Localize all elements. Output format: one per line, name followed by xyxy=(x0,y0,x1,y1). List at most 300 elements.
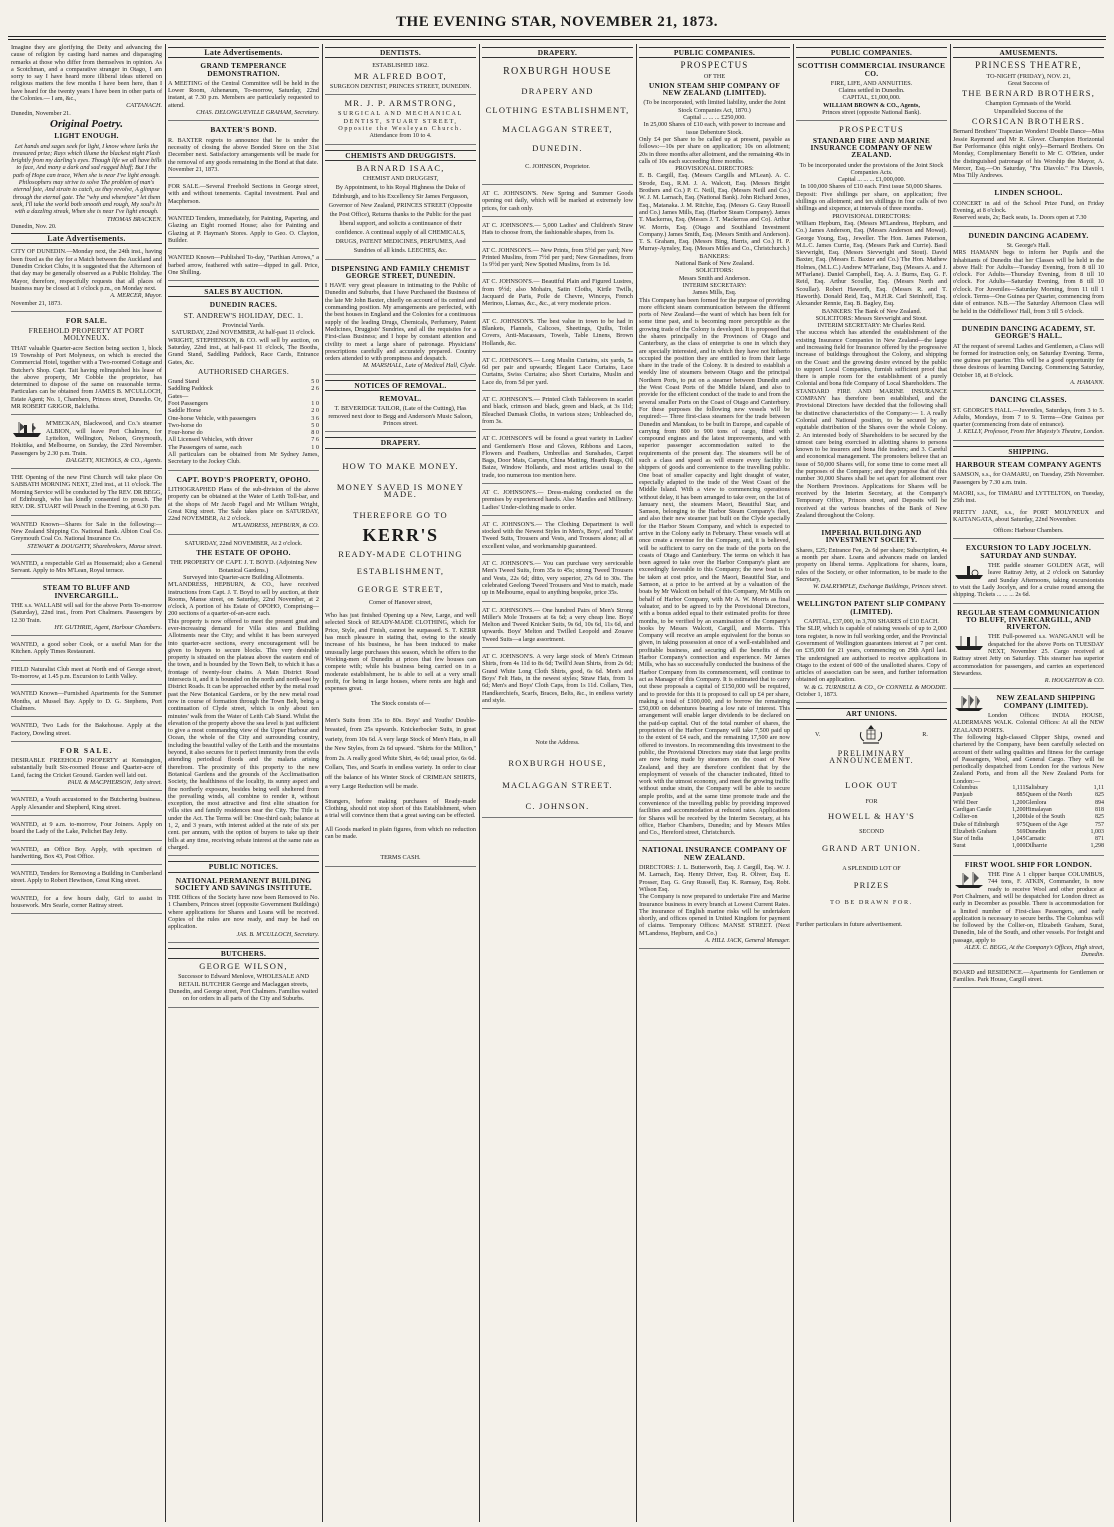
ad-line: ESTABLISHMENT, xyxy=(356,566,445,577)
ad-roxburgh-address xyxy=(482,739,633,818)
ad-heading: IMPERIAL BUILDING AND INVESTMENT SOCIETY. xyxy=(821,528,922,545)
charge-item: Two-horse do xyxy=(168,421,203,429)
ad-line: ROXBURGH HOUSE, xyxy=(508,758,607,769)
ad-standard-fire xyxy=(796,126,947,524)
ad-heading: STEAM TO BLUFF AND INVERCARGILL. xyxy=(42,583,131,600)
steamship-icon xyxy=(953,562,985,580)
ship-tons: 894 xyxy=(1094,799,1104,806)
ad-for-sale-kensington xyxy=(11,747,162,791)
ad-date: November 21, 1873. xyxy=(168,165,219,173)
ad-line: BANKERS: The Bank of New Zealand. xyxy=(821,307,922,315)
section-title-drapery: DRAPERY. xyxy=(482,47,633,58)
ad-body: ST. GEORGE'S HALL.—Juveniles, Saturdays, from 3 to 5. Adults, Mondays, from 7 to 9. Terms—One Guinea per quarter (commencing from date of entrance). xyxy=(953,406,1104,429)
ad-heading: ROXBURGH HOUSE xyxy=(503,66,612,78)
ad-line: FOR xyxy=(865,797,878,805)
ad-body: WANTED, an Office Boy. Apply, with specimen of handwriting, Box 43, Post Office. xyxy=(11,845,162,860)
fleet-row xyxy=(953,792,1104,799)
ad-apartments xyxy=(11,690,162,717)
charges-row xyxy=(168,378,319,385)
crest-letter-r: R. xyxy=(922,730,928,738)
ad-youth xyxy=(11,796,162,816)
ad-body: THE Opening of the new First Church will take place On SABBATH MORNING NEXT, 23rd inst., at 11 o'clock. The Morning Service will be conducted by The REV. DR BEGG, of Edinburgh, who has kindly consented to preach. The REV. DR. STUART will Preach in the Evening, at 6.30 p.m. xyxy=(11,474,162,511)
ad-joiners xyxy=(11,821,162,841)
ship-tons: 1,045 xyxy=(1011,836,1026,843)
ship-name: Star of India xyxy=(953,836,983,843)
ad-body: WANTED, a Youth accustomed to the Butchering business. Apply Alexander and Shepherd, King street. xyxy=(11,796,162,811)
ad-baxters-bond xyxy=(168,126,319,178)
ad-body: AT C. JOHNSON'S.— Dress-making conducted on the premises by experienced hands. Also Mantles and Millinery. Ladies' Under-clothing made to order. xyxy=(482,488,633,511)
steamship-icon xyxy=(11,420,43,438)
ad-line: READY-MADE CLOTHING xyxy=(338,548,463,559)
royal-crest xyxy=(796,724,947,746)
ad-body: Strangers, before making purchases of Ready-made Clothing, should not stop short of this Establishment, when a trial will convince them that a great saving can be effected. xyxy=(325,797,476,820)
ad-body: THE Offices of the Society have now been Removed to No. 1 Chambers, Princes street (opposite Government Buildings) where applications for Shares and Loans will be received. Copies of the rules are now ready, and may be had on application. xyxy=(168,894,319,931)
ad-line: PROVISIONAL DIRECTORS: xyxy=(832,212,911,220)
ad-body: WANTED Known—Furnished Apartments for the Summer Months, at Mussel Bay. Apply to D. G. Stephens, Port Chalmers. xyxy=(11,690,162,712)
charges-row xyxy=(168,385,319,392)
ad-directors: E. B. Cargill, Esq. (Messrs Cargills and M'Lean). A. C. Strode, Esq., R.M. J. A. Walcott, Esq. (Messrs Bright Brothers and Co.) P. C. Neill, Esq. (Messrs Neill and Co.) W. J. M. Larnach, Esq. (National Bank). John Richard Jones, Esq., Matanaka. J. M. Ritchie, Esq. (Messrs G. Gray Russell and Co.) James Mills, Esq. (Harbor Steam Company). James T. Mackerras, Esq. (Messrs J. T. Mackerras and Co). Arthur W. Morris, Esq. (Otago and Southland Investment Company.) James Smith, Esq. (Messrs Smith and Anderson). T. S. Graham, Esq. (Messrs Bing, Harris, and Co.) H. P. Murray-Aynsley, Esq. (Messrs Miles and Co., Christchurch.) xyxy=(639,172,791,253)
poem-title: LIGHT ENOUGH. xyxy=(54,131,119,141)
ad-subheading: To be incorporated under the provisions of the Joint Stock Companies Acts. xyxy=(799,161,944,176)
ad-howell-hay-art-union xyxy=(796,724,947,932)
section-title-late-ads: Late Advertisements. xyxy=(168,47,319,58)
ad-heading: HARBOUR STEAM COMPANY AGENTS xyxy=(955,460,1102,470)
ad-subheading: SURGEON DENTIST, PRINCES STREET, DUNEDIN. xyxy=(329,82,472,90)
ad-line: SECOND xyxy=(859,828,884,836)
ad-body: AT C. JOHNSON'S. The best value in town to be had in Blankets, Flannels, Calicoes, Sheetings, Quilts, Toilet Covers, Anti-Macassars, Towels, Table Linens, Brown Hollands, &c. xyxy=(482,317,633,347)
ad-regular-steam xyxy=(953,609,1104,690)
charge-amount: 8 0 xyxy=(311,429,319,437)
ad-line: MONEY SAVED IS MONEY MADE. xyxy=(336,481,465,500)
masthead: THE EVENING STAR, NOVEMBER 21, 1873. xyxy=(396,14,718,30)
charge-item: One-horse Vehicle, with passengers xyxy=(168,414,257,422)
ad-dancing-academy xyxy=(953,232,1104,320)
ad-body: The following high-classed Clipper Ships, owned and chartered by the Company, have been carefully selected on account of their sailing qualities and fitness for the carriage of Passengers, Wool, and General Cargo. They will be periodically despatched from London for the various New Zealand Ports, and from all the New Zealand Ports for London:— xyxy=(953,733,1104,785)
ad-heading: DUNEDIN RACES. xyxy=(209,300,278,310)
ad-body: AT C. JOHNSON'S.— Printed Cloth Tablecovers in scarlet and black, crimson and black, green and black, at 3s 11d; Bleached Damask Cloths, in various sizes; Unbleached do, from 3s. xyxy=(482,396,633,425)
charge-item: Grand Stand xyxy=(168,378,200,386)
ad-heading: MR ALFRED BOOT, xyxy=(354,70,447,81)
ad-field-naturalist xyxy=(11,666,162,686)
ad-steam-bluff xyxy=(11,584,162,636)
ad-heading: NATIONAL INSURANCE COMPANY OF NEW ZEALAND. xyxy=(641,845,788,862)
ad-line: INTERIM SECRETARY: xyxy=(682,281,747,289)
ad-line: The Stock consists of— xyxy=(370,700,431,708)
ad-sections-for-sale xyxy=(168,183,319,210)
ad-body-long: The success which has attended the establishment of the existing Insurance Companies in New Zealand—the large and increasing field for Insurance offered by the progressive increase of buildings throughout the Colony, and shipping on the Coast: and the growing desire evinced by the public to support Local Companies, furnish sufficient proof that there is ample room for the establishment of a purely Colonial and bona fide Company of Local Shareholders. The STANDARD FIRE AND MARINE INSURANCE COMPANY has therefore been established, and the Provisional Directors have decided that the following shall be distinctive characteristics of the Company:— 1. A really Colonial and National position, to be secured by an equitable distribution of the Shares over the whole Colony. 2. An interested body of Shareholders to be secured by the utmost care being exercised in allotting shares to persons known to be insurers and bona fide traders; and 3. Careful and economical management. The promoters believe that an issue of 50,000 Shares will, for some time to come meet all the purposes of the Company; and they purpose that of this number 30,000 Shares shall be set apart for allotment over the Northern Provinces. Applications for Shares will be received by the Interim Secretary, at the Company's Temporary Office, Princes street, and Deposits will be received at the various branches of the Bank of New Zealand throughout the Colony. xyxy=(796,329,947,519)
ad-boyds-property xyxy=(168,476,319,535)
ad-capital: Capital ... ... ... £250,000. xyxy=(683,114,746,122)
ad-line: Further particulars in future advertisement. xyxy=(796,920,903,928)
ad-subheading: FIRE, LIFE, AND ANNUITIES. xyxy=(830,79,913,87)
ad-subheading: SURGICAL AND MECHANICAL DENTIST, STUART STREET, Opposite the Wesleyan Church. xyxy=(338,110,463,133)
letter-signature: CATTANACH. xyxy=(126,102,162,110)
ad-line: SOLICITORS: xyxy=(695,267,734,275)
ad-line: C. JOHNSON. xyxy=(525,801,590,811)
ad-line: National Bank of New Zealand. xyxy=(675,260,754,268)
charges-heading: AUTHORISED CHARGES. xyxy=(197,366,290,376)
johnson-item xyxy=(482,222,633,242)
ad-body: WANTED Known—Published To-day, "Parthian Arrows," a barbed arrow, feathered with satire—dipped in gall. Price, One Shilling. xyxy=(168,254,319,276)
fleet-row xyxy=(953,836,1104,843)
ad-line: Corner of Hanover street, xyxy=(368,598,433,606)
ad-signature: CHAS. DELONGUEVILLE GRAHAM, Secretary. xyxy=(196,109,319,117)
ad-body: FIELD Naturalist Club meet at North end of George street, To-morrow, at 1.45 p.m. Excursion to Leith Valley. xyxy=(11,665,162,681)
ad-heading: PRELIMINARY ANNOUNCEMENT. xyxy=(829,748,914,765)
ship-name: Collier-on xyxy=(953,814,978,821)
ad-body: WANTED, for a few hours daily, Girl to assist in housework. Mrs Searle, corner Rattray street. xyxy=(11,894,162,910)
charges-row xyxy=(168,393,319,400)
steamship-icon xyxy=(953,633,985,651)
ad-body: CONCERT in aid of the School Prize Fund, on Friday Evening, at 8 o'clock. xyxy=(953,199,1104,215)
charge-item: Saddling Paddock xyxy=(168,385,213,393)
column-2 xyxy=(165,44,322,1522)
ad-estate-of-opoho xyxy=(168,540,319,856)
ad-body-long: This Company has been formed for the purpose of providing more efficient steam communication between the different ports of New Zealand—the want of which has been felt for some time past, and is becoming more perceptible as the growing trade of the Colony is developed. It is proposed that the shares principally in the Provinces of Otago and Canterbury, as the class of enterprise is one in which they are specially interested, and in which they have not hitherto occupied the position they are entitled to from their large share in the trade of the Colony. It is desired to establish a weekly line of steamers between Otago and the principal Northern Ports, to put on a steamer between Dunedin and the West Coast Ports of the Middle Island, and also to provide for the efficient conduct of the trade to and from the several smaller Ports on the Coast of Otago and Canterbury. For these purposes the following new vessels will be required:— Three first-class steamers for the trade between Dunedin and Manukau, to be built in Europe, and capable of carrying from 800 to 900 tons of cargo, fitted with compound engines and the latest improvements, and with superior passenger accommodation suited to the requirements of the present day. The steamers will be of such a class and speed as will ensure every facility to shippers of goods and convenience to the travelling public. One boat of smaller capacity and light draught of water, especially adapted to the trade of the West Coast of the Middle Island. With a view to commencing operations without delay, it has been arranged to take over, on the 1st of January next, the steamers Maori, Beautiful Star, and Samson, belonging to the Harbor Steam Company's fleet, and also their new steamer just built on the Clyde specially for the Harbor Steam Company, and which is expected to arrive in the Colony early in February. These vessels will at once create a revenue for the Company, and, it is believed, will be sufficient to carry on the trade of the ports on the coasts of Otago and Canterbury. The terms on which it has been agreed to take over the Harbor Company's plant are exceedingly favorable to this Company; the new boat is to be taken at cost price, and the Maori, Beautiful Star, and Samson, at a price to be arrived at by a valuation of the boats by Mr Walcott on behalf of this Company, Mr Mills on behalf of Harbor Company, with Mr A. W. Morris as final valuator, and to be agreed to by the Provisional Directors, with a bonus added equal to their estimated profits for three months, to be verified by an examination of the Company's books by Messrs Walcott, Cargill, and Morris. This Company will receive an ample equivalent for the bonus so given, in taking possession at once of a well-established and profitable business, and securing all the benefits of the Harbor Company's connection and experience. Mr James Mills, who has so successfully conducted the business of the Harbor Company from its commencement, will continue to act as Manager of this Company. It is estimated that to carry out these proposals a capital of £150,000 will be required, and to provide for this it is proposed to call up £4 per share, making a total of £100,000, and to borrow the remaining £50,000 on debentures bearing a low rate of interest. This arrangement will enable larger dividends to be declared on the paid-up capital. Out of the total number of shares, the proprietors of the Harbor Company will take 7,500 paid up to the extent of £4 each, and the remaining 17,500 are now offered to investors. In recommending this investment to the public, the Provisional Directors may state that large profits are now being made by steamers on the coast of New Zealand, and they are therefore confident that by the employment of vessels of the character indicated, fitted to work with the utmost economy, and meet the growing traffic without undue strain, the Company will be able to secure ample profits, and at the same time promote trade and the convenience of the travelling public by providing improved facilities and accommodation at reduced rates. Applications for Shares will be received by the Interim Secretary, at his office, Harbor Chambers, Dunedin; and by Messrs Miles and Co., Hereford street, Christchurch. xyxy=(639,296,790,837)
ad-signature: M'LANDRESS, HEPBURN, & CO. xyxy=(232,522,319,530)
charge-amount: 3 6 xyxy=(311,414,319,422)
charges-row xyxy=(168,415,319,422)
ad-heading: REGULAR STEAM COMMUNICATION TO BLUFF, INVERCARGILL, AND RIVERTON. xyxy=(957,607,1100,632)
ad-body: All Goods marked in plain figures, from which no reduction can be made. xyxy=(325,825,476,840)
ad-directors: William Hepburn, Esq. (Messrs M'Landress, Hepburn, and Co.) James Anderson, Esq. (Messrs Anderson and Mowat). George Young, Esq., Jeweller. The Hon. James Paterson, M.L.C. James Currie, Esq. (Messrs Park and Currie). Basil Sievwright, Esq. (Messrs Sievwright and Stout). David Baxter, Esq. (Messrs E. Baxter and Co.) The Hon. Mathew Holmes, (M.L.C.) Andrew M'Farlane, Esq. (Messrs A. and J. M'Farlane). Daniel Campbell, Esq. A. J. Burns, Esq. G. F. Reid, Esq. Arthur Scoullar, Esq. (Messrs North and Scoullar). Robert Haworth, Esq. (Messrs R. and T. Haworth). Donald Reid, Esq., M.H.R. Carl Steinhoff, Esq. Alexander Rennie, Esq. B. Bagley, Esq. xyxy=(796,219,947,308)
ad-heading: BAXTER'S BOND. xyxy=(210,125,277,135)
johnson-item xyxy=(482,278,633,312)
ad-two-lads xyxy=(11,722,162,742)
ad-body: A MEETING of the Central Committee will be held in the Lower Room, Athenæum, To-morrow, Saturday, 22nd instant, at 7.30 p.m. Members are particularly requested to attend. xyxy=(168,79,319,109)
ad-subheading: St. George's Hall. xyxy=(1006,241,1051,249)
ad-subheading: ST. ANDREW'S HOLIDAY, DEC. 1. xyxy=(183,310,304,320)
ad-line: HOW TO MAKE MONEY. xyxy=(342,460,459,471)
charges-table xyxy=(168,378,319,451)
ad-signature: STEWART & DOUGHTY, Sharebrokers, Manse street. xyxy=(27,542,162,550)
section-title-public-notices: PUBLIC NOTICES. xyxy=(168,861,319,872)
fleet-table xyxy=(953,785,1104,851)
johnson-item xyxy=(482,489,633,516)
charge-item: The Passengers of same, each xyxy=(168,443,242,451)
ad-signature: W. DALRYMPLE, Exchange Buildings, Princes street. xyxy=(813,583,947,591)
ad-heading: FIRST WOOL SHIP FOR LONDON. xyxy=(964,859,1093,869)
ad-body: SAMSON, s.s., for OAMARU, on Tuesday, 25th November. Passengers by 7.30 a.m. train. xyxy=(953,471,1104,486)
poem-body: Let hands and sages seek for light, I know where lurks the treasured prize; Rays which illume the blackest night Flash brightly from my darling's eyes. Though life we all have bills to face, And many a dark and sad rugged bluff; But I the path of Hope can trace, When she is near I've light enough. Philosophers may strive to solve The problem of man's eternal fate, And strain to catch, as they revolve, A glimpse through the eternal gate. The "why and wherefore" let them seek, I'll take the world both smooth and rough, My soul's lit with a dazzling streak, When she is near I've light enough. xyxy=(11,142,162,216)
ship-name: Dunedin xyxy=(1025,828,1047,835)
charge-amount: 5 0 xyxy=(311,421,319,429)
ad-body: AT C. JOHNSON'S.— The Clothing Department is well stocked with the Newest Styles in Men's, Boys', and Youths' Tweed Suits, Trousers and Vests, and Trousers alone; all at excellent value, and workmanship guaranteed. xyxy=(482,520,633,550)
ad-signature: W. & G. TURNBULL & CO., Or CONNELL & MOODIE. xyxy=(803,683,947,691)
ad-line: CAPITAL, £1,000,000. xyxy=(842,94,901,102)
ad-body: Bernard Brothers' Trapezian Wonders! Double Dance—Miss Jessie Raymond and Mr R. Glover. Champion Horizontal Bar Performance (this night only)—Bernard Brothers. On Monday, Complimentary Benefit to Mr C. O'Brien, under the distinguished patronage of his Worship the Mayor, A. Mercer, Esq.—On Saturday, "Fra Diavolo." Fra Diavolo, Miss Tilly Andrews. xyxy=(953,128,1104,180)
ad-note: All particulars can be obtained from Mr Sydney James, Secretary to the Jockey Club. xyxy=(168,451,319,466)
ad-note: Surveyed into Quarter-acre Building Allotments. xyxy=(183,573,304,581)
ship-name: Wild Deer xyxy=(953,799,978,806)
ad-body: WANTED, Two Lads for the Bakehouse. Apply at the Factory, Dowling street. xyxy=(11,722,162,737)
ad-signature: J. KELLY, Professor, From Her Majesty's Theatre, London. xyxy=(957,428,1104,436)
ad-heading: GRAND TEMPERANCE DEMONSTRATION. xyxy=(200,61,287,78)
ad-body: AT C. JOHNSON'S.— Beautiful Plain and Figured Lustres, from 9½d; also Mohairs, Satin Cloths, Kirtle Twills, Jacquard de Paris, Poile de Chevre, Winceys, French Merinos, Llamas, &c., &c., at very moderate prices. xyxy=(482,278,633,308)
ad-line: BANKERS: xyxy=(699,252,730,260)
ship-name: Elizabeth Graham xyxy=(953,828,997,835)
ad-heading: CAPT. BOYD'S PROPERTY, OPOHO. xyxy=(176,474,311,484)
ad-heading: DISPENSING AND FAMILY CHEMIST GEORGE STREET, DUNEDIN. xyxy=(331,263,470,280)
royal-arms-icon xyxy=(858,724,884,746)
fleet-row xyxy=(953,822,1104,829)
ad-line: Claims settled in Dunedin. xyxy=(838,87,905,95)
ad-prospectus: PROSPECTUS xyxy=(839,124,904,135)
ad-body: WANTED, a good sober Cook, or a useful Man for the Kitchen. Apply Times Restaurant. xyxy=(11,641,162,656)
ship-tons: 1,11 xyxy=(1093,785,1104,792)
ad-shares-for-sale xyxy=(11,521,162,555)
ship-tons: 569 xyxy=(1016,828,1026,835)
ad-city-dunedin xyxy=(11,248,162,311)
charge-item: Foot Passengers xyxy=(168,399,209,407)
ad-signature: A. MERCER, Mayor. xyxy=(110,292,162,300)
ship-name: Queen of the Age xyxy=(1025,821,1068,828)
charge-amount: 2 6 xyxy=(311,385,319,393)
ship-tons: 818 xyxy=(1094,806,1104,813)
ad-national-insurance xyxy=(639,846,790,949)
ad-wanted-cook xyxy=(11,641,162,661)
ad-line: Great Success of xyxy=(1007,79,1050,87)
section-title-drapery: DRAPERY. xyxy=(325,437,476,448)
ad-line: PROVISIONAL DIRECTORS: xyxy=(675,165,754,173)
ad-heading: NEW ZEALAND SHIPPING COMPANY (LIMITED). xyxy=(996,693,1096,710)
ad-line: Offices: Harbour Chambers. xyxy=(993,527,1064,535)
ad-body: MRS HAMANN begs to inform her Pupils and the Inhabitants of Dunedin that her Classes will be held in the above Hall: For Adults—Tuesday Evening, from 8 till 10 o'clock. For Adults—Thursday Evening, from 8 till 10 o'clock. For Adults—Saturday Evening, from 8 till 10 o'clock. For Juveniles—Saturday Morning, from 11 till 1 o'clock. Terms—One Guinea per Quarter, commencing from date of entrance. N.B.—The Saturday Afternoon Class will be held in the Oddfellows' Hall, from 3 till 5 o'clock. xyxy=(953,249,1104,315)
poem-signature: THOMAS BRACKEN. xyxy=(107,215,162,223)
section-title-auction: SALES BY AUCTION. xyxy=(168,286,319,297)
ad-heading: FOR SALE. xyxy=(65,315,108,325)
ad-line: C. JOHNSON, Proprietor. xyxy=(525,162,590,170)
charge-amount: 5 0 xyxy=(311,378,319,386)
section-title-poetry: Original Poetry. xyxy=(50,117,123,130)
charge-amount: 1 0 xyxy=(311,399,319,407)
fleet-row xyxy=(953,843,1104,850)
ad-dancing-academy-2 xyxy=(953,325,1104,391)
ad-parthian-arrows xyxy=(168,254,319,281)
ad-signature: PAUL & MACPHERSON, Jetty street. xyxy=(67,779,162,787)
ad-excursion xyxy=(953,544,1104,603)
ad-body: WANTED, at 9 a.m. to-morrow, Four Joiners. Apply on board the Lady of the Lake, Pelichet Bay Jetty. xyxy=(11,820,162,836)
ship-name: Queen of the North xyxy=(1025,792,1072,799)
ad-heading: KERR'S xyxy=(362,524,439,545)
ad-harbour-steam xyxy=(953,461,1104,539)
charges-row xyxy=(168,429,319,436)
ad-heading: STANDARD FIRE AND MARINE INSURANCE COMPANY OF NEW ZEALAND. xyxy=(810,135,933,160)
charge-item: All Licensed Vehicles, with driver xyxy=(168,436,253,444)
charge-item: Saddle Horse xyxy=(168,407,202,415)
column-5 xyxy=(636,44,793,1522)
ad-first-church xyxy=(11,474,162,515)
ad-signature: JAS. B. M'CULLOCH, Secretary. xyxy=(236,930,319,938)
ship-tons: 825 xyxy=(1094,792,1104,799)
ad-heading: WELLINGTON PATENT SLIP COMPANY (LIMITED). xyxy=(796,599,947,616)
ad-body: WANTED Tenders, immediately, for Painting, Papering, and Glazing an Eight roomed House; also for Painting and Glazing at P. Hayman's Stores. Apply to Geo. O. Clayton, Builder. xyxy=(168,215,319,244)
ad-roxburgh-house xyxy=(482,68,633,185)
johnson-items-list xyxy=(482,190,633,709)
ad-body: LITHOGRAPHED Plans of the sub-division of the above property can be obtained at the Water of Leith Toll-bar, and at the shops of Mr Jacob Fagel and Mr William Wright, Great King street. The Sale takes place on SATURDAY, 22nd NOVEMBER, At 2 o'clock. xyxy=(168,485,319,523)
ad-heading: SCOTTISH COMMERCIAL INSURANCE CO. xyxy=(797,61,946,78)
johnson-item xyxy=(482,318,633,352)
section-title-butchers: BUTCHERS. xyxy=(168,948,319,959)
johnson-item xyxy=(482,190,633,217)
ad-heading: FOR SALE. xyxy=(59,745,113,755)
ad-body: AT C. JOHNSON'S.— Long Muslin Curtains, six yards, 5s 6d per pair and upwards; Elegant Lace Curtains, Lace Curtains, Swiss Curtains; also Short Curtains, Muslin and Lace do, from 5d per yard. xyxy=(482,356,633,386)
ad-line: OF THE xyxy=(703,72,726,80)
ad-barnard-isaac xyxy=(325,162,476,260)
ad-wellington-slip xyxy=(796,600,947,703)
ad-body: R. BAXTER regrets to announce that he is under the necessity of closing the above Bonded Store on the 31st December next. Satisfactory arrangements will be made for the removal of any goods remaining in the Bond at that date. xyxy=(168,136,319,166)
ad-body: CITY OF DUNEDIN.—Monday next, the 24th inst., having been fixed as the day for a Match between the Auckland and Dunedin Cricket Clubs, it is suggested that the Afternoon of that day may be generally observed as a Public Holiday. The Mayor, therefore, respectfully requests that all places of business may be closed at 1 o'clock p.m., on Monday next. xyxy=(11,248,162,292)
ship-name: Columbus xyxy=(953,785,978,792)
ad-line: CORSICAN BROTHERS. xyxy=(971,116,1086,127)
charges-row xyxy=(168,407,319,414)
ad-body: M'LANDRESS, HEPBURN, & CO., have received instructions from Capt. J. T. Boyd to sell by auction, at their Rooms, Manse street, on Saturday, 22nd November, at 2 o'clock, A portion of his Estate of OPOHO, Comprising— 200 sections of a quarter-of-an-acre each. xyxy=(168,581,319,618)
johnson-item xyxy=(482,435,633,484)
ad-heading: THE ESTATE OF OPOHO. xyxy=(196,548,291,558)
ad-body: AT C. JOHNSON'S will be found a great variety in Ladies' and Gentlemen's Hose and Gloves, Ribbons and Laces, Flowers and Feathers, Umbrellas and Sunshades, Carpet Bags, Door Mats, Carpets, China Matting, Hearth Rugs, Oil Baize, Window Hollands, and most articles usual to the trade, too numerous too mention here. xyxy=(482,435,633,479)
charge-amount: 2 0 xyxy=(311,407,319,415)
column-4 xyxy=(479,44,636,1522)
ad-body: BOARD and RESIDENCE.—Apartments for Gentlemen or Families. Park House, Cargill street. xyxy=(953,968,1104,983)
ad-heading: DUNEDIN DANCING ACADEMY. xyxy=(968,230,1089,240)
ad-body: Who has just finished Opening up a New, Large, and well selected Stock of READY-MADE CLOTHING, which for Price, Style, and Finish, cannot be surpassed. S. T. KERR has much pleasure in stating that, owing to the steady increase of his business, he has been induced to make unusually large purchases this season, which he offers to the Working-men of Dunedin at prices that few houses can compete with; while his business being carried on in a moderate establishment, he is able to sell at a very small profit, for being in large houses, where rents are high and expenses great. xyxy=(325,612,476,693)
ship-tons: 1,298 xyxy=(1090,843,1104,850)
ship-tons: 1,000 xyxy=(1011,843,1026,850)
ad-body: The SLIP, which is capable of raising vessels of up to 2,000 tons register, is now in full working order, and the Provincial Government of Wellington guarantees interest at 7 per cent. on £35,000 for 21 years, commencing on 29th April last. The undersigned are authorised to receive applications in Otago to the extent of 600 of the unallotted shares. Copy of articles of association can be seen, and further information obtained on application. xyxy=(796,625,947,684)
johnson-item xyxy=(482,653,633,709)
letter-body: Imagine they are glorifying the Deity and advancing the cause of religion by casting hard names and disparaging remarks at those who differ from themselves in opinion. As a Scotchman, and a comparative stranger in Otago, I am sorry to say I have heard more illiberal ideas uttered on religious matters the few months I have been here, than I have heard for the twenty years I have been in other parts of the Colonies.— I am, &c., xyxy=(11,44,162,103)
ad-signature: A. HAMANN. xyxy=(1070,378,1104,386)
section-title-art-unions: ART UNIONS. xyxy=(796,708,947,719)
ad-line: Note the Address. xyxy=(535,739,580,747)
ad-linden-school xyxy=(953,189,1104,226)
ship-tons: 1,200 xyxy=(1011,799,1026,806)
ad-line: In 25,000 Shares of £10 each, with power to increase and issue Debenture Stock. xyxy=(643,121,786,136)
ad-kerrs-clothing xyxy=(325,460,476,867)
charge-amount: 7 6 xyxy=(311,436,319,444)
section-title-chemists: CHEMISTS AND DRUGGISTS. xyxy=(325,150,476,161)
ad-heading: UNION STEAM SHIP COMPANY OF NEW ZEALAND (LIMITED). xyxy=(648,80,781,98)
ship-tons: 825 xyxy=(1094,814,1104,821)
ad-body: AT C. JOHNSON'S.— New Prints, from 5½d per yard; New Printed Muslins, from 7½d per yard; New Grenadines, from 1s 9½d per yard; New Spotted Muslins, from 1s 1d. xyxy=(482,246,633,269)
ad-line: James Mills, Esq. xyxy=(692,289,737,297)
ad-body: Deposit: Five shillings per share, on application; five shillings on allotment; and ten shillings in four calls of two shillings and sixpence, at intervals of three months. xyxy=(796,190,947,213)
ad-nz-shipping-co xyxy=(953,694,1104,855)
section-title-shipping: SHIPPING. xyxy=(953,446,1104,457)
section-title-dentists: DENTISTS. xyxy=(325,47,476,58)
ad-directors: DIRECTORS: J. L. Butterworth, Esq. J. Cargill, Esq. W. J. M. Larnach, Esq. Henry Driver, Esq. R. Oliver, Esq. E. Prosser, Esq. G. Gray Russell, Esq. K. Ramsay, Esq. Robt. Wilson Esq. xyxy=(639,864,790,893)
column-7 xyxy=(950,44,1107,1522)
ad-capital: Capital ... ... ... £1,000,000. xyxy=(837,176,906,184)
ship-name: Duke of Edinburgh xyxy=(953,821,1000,828)
ad-heading: MR. J. P. ARMSTRONG, xyxy=(344,98,457,109)
ad-note: Attendance from 10 to 4. xyxy=(369,132,432,140)
ad-body: By Appointment, to his Royal Highness the Duke of Edinburgh, and to his Excellency Sir James Fergusson, Governor of New Zealand, PRINCES STREET (Opposite the Post Office), Returns thanks to the Public for the past liberal support, and solicits a continuance of their confidence. A continual supply of all CHEMICALS, DRUGS, PATENT MEDICINES, PERFUMES, And Sundries of all kinds. LEECHES, &c. xyxy=(328,183,473,254)
ad-line: INTERIM SECRETARY: Mr Charles Reid. xyxy=(817,322,926,330)
charges-row xyxy=(168,400,319,407)
ad-signature: A. HILL JACK, General Manager. xyxy=(705,937,790,945)
ad-line: WILLIAM BROWN & CO., Agents, xyxy=(823,101,920,109)
johnson-item xyxy=(482,357,633,391)
ad-beveridge xyxy=(325,395,476,432)
ad-line: HOWELL & HAY'S xyxy=(827,810,916,821)
ad-line: MACLAGGAN STREET. xyxy=(502,779,613,790)
ship-name: Glenlora xyxy=(1025,799,1047,806)
ad-heading: DANCING CLASSES. xyxy=(990,395,1067,405)
ad-body: AT C. JOHNSON'S. New Spring and Summer Goods opening out daily, which will be marked at extremely low prices, for cash only. xyxy=(482,190,633,212)
letter-date: Dunedin, November 21. xyxy=(11,109,71,117)
ad-body: THE paddle steamer GOLDEN AGE, will leave Rattray Jetty, at 2 o'clock on Saturday and Sunday Afternoons, taking excursionists to visit the Lady Jocelyn, and for a cruise round among the shipping. Tickets ... ... ... 2s 6d. xyxy=(953,562,1104,599)
ad-line: DUNEDIN. xyxy=(532,143,583,154)
ad-body: THE s.s. WALLABI will sail for the above Ports To-morrow (Saturday), 22nd inst., from Port Chalmers. Passengers by 12.30 Train. xyxy=(11,602,162,624)
johnson-item xyxy=(482,521,633,555)
ad-place: Provincial Yards. xyxy=(222,322,265,330)
ship-name: Cardigan Castle xyxy=(953,806,992,813)
ship-tons: 885 xyxy=(1016,792,1026,799)
fleet-row xyxy=(953,814,1104,821)
ad-line: CLOTHING ESTABLISHMENT, xyxy=(485,104,630,115)
ad-steamer-albion xyxy=(11,420,162,469)
ad-line: TO-NIGHT (FRIDAY), NOV. 21, xyxy=(986,72,1071,80)
ad-line: PRIZES xyxy=(853,880,890,891)
ship-name: Salisbury xyxy=(1025,785,1049,792)
ship-tons: 1,200 xyxy=(1011,806,1026,813)
section-title-late-ads: Late Advertisements. xyxy=(11,233,162,244)
ad-body: Reserved seats, 2s; Back seats, 1s. Doors open at 7.30 xyxy=(953,214,1087,222)
ad-union-steam-ship xyxy=(639,62,790,841)
ad-body: T. BEVERIDGE TAILOR, (Late of the Cutting), Has removed next door to Begg and Anderson's Music Saloon, Princes street. xyxy=(328,405,473,427)
ad-alfred-boot xyxy=(325,62,476,95)
ad-line: TERMS CASH. xyxy=(380,854,421,862)
charges-row xyxy=(168,444,319,451)
column-1 xyxy=(8,44,165,1522)
ad-line: MACLAGGAN STREET, xyxy=(502,124,613,135)
charges-row xyxy=(168,422,319,429)
ad-body: PRETTY JANE, s.s., for PORT MOLYNEUX and KAITANGATA, about Saturday, 22nd November. xyxy=(953,508,1104,523)
ship-tons: 757 xyxy=(1094,821,1104,828)
ad-body: WRIGHT, STEPHENSON, & CO. will sell by auction, on Saturday, 22nd inst., at half-past 11 o'clock, The Booths, Grand Stand, Saddling Paddock, Race Cards, Entrance Gates, &c. xyxy=(168,336,319,366)
ad-signature: R. HOUGHTON & CO. xyxy=(1044,677,1104,685)
masthead-rule-thin xyxy=(8,39,1106,40)
ad-capital: CAPITAL, £37,000, in 3,700 SHARES of £10 EACH. xyxy=(804,618,939,626)
ad-subheading: (To be incorporated, with limited liability, under the Joint Stock Companies Act, 1870.) xyxy=(643,99,786,114)
ad-line: Messrs Smith and Anderson. xyxy=(678,274,751,282)
ad-line: THEREFORE GO TO xyxy=(353,510,448,521)
ad-time: SATURDAY, 22nd NOVEMBER, At half-past 11 o'clock. xyxy=(171,329,316,337)
ad-dancing-classes xyxy=(953,396,1104,440)
ship-name: Surat xyxy=(953,843,966,850)
ad-body: AT C. JOHNSON'S.— You can purchase very serviceable Men's Tweed Suits, from 35s to 45s; strong Tweed Trousers and Vests, 22s 6d; ditto, very superior, 27s 6d to 30s. The celebrated Geelong Tweed Trousers and Vest to match, made up in Melbourne, equal to anything bespoke, price 35s. xyxy=(482,560,633,597)
ad-body: WANTED, a respectable Girl as Housemaid; also a General Servant. Apply to Mrs M'Lean, Royal terrace. xyxy=(11,559,162,575)
johnson-item xyxy=(482,247,633,274)
poem-date: Dunedin, Nov. 20. xyxy=(11,222,57,230)
ad-line: GEORGE STREET, xyxy=(357,583,444,594)
ad-line: SOLICITORS: Messrs Sievwright and Stout. xyxy=(815,314,928,322)
ad-body: THAT valuable Quarter-acre Section being section 1, block 19 Township of Port Molyneux, on which is erected the Commercial Hotel, together with a Two-roomed Cottage and Butcher's Shop. Capt. Tait having relinquished his lease of the above property, Mr Cobble the proprietor, has determined to dispose of the same on reasonable terms. Particulars can be obtained from JAMES B. M'CULLOCH, Estate Agent; No. 1, Chambers, Princes street, Dunedin. Or, MR ROBERT GRIGOR, Balclutha. xyxy=(11,344,162,411)
ad-body: AT the request of several Ladies and Gentlemen, a Class will be formed for instruction only, on Saturday Evening. Terms, one guinea per quarter. This will be a good opportunity for those desirous of learning Dancing. Commencing Saturday, October 18, at 8 o'clock. xyxy=(953,342,1104,379)
ad-body: AT C. JOHNSON'S.— 5,000 Ladies' and Children's Straw Hats to choose from, the fashionable shapes, from 1s. xyxy=(482,221,633,237)
ship-tons: 1,003 xyxy=(1090,828,1104,835)
section-title-amusements: AMUSEMENTS. xyxy=(953,47,1104,58)
ad-body: FOR SALE.—Several Freehold Sections in George street, with and without tenements. Capital investment. Paul and Macpherson. xyxy=(168,183,319,205)
ship-name: Himalayan xyxy=(1025,806,1052,813)
ship-tons: 1,111 xyxy=(1012,785,1026,792)
ad-freehold-port-molyneux xyxy=(11,317,162,416)
ship-name: Carnatic xyxy=(1025,836,1046,843)
ad-scottish-commercial xyxy=(796,62,947,121)
sailing-ship-icon xyxy=(953,694,985,712)
johnson-item xyxy=(482,560,633,601)
